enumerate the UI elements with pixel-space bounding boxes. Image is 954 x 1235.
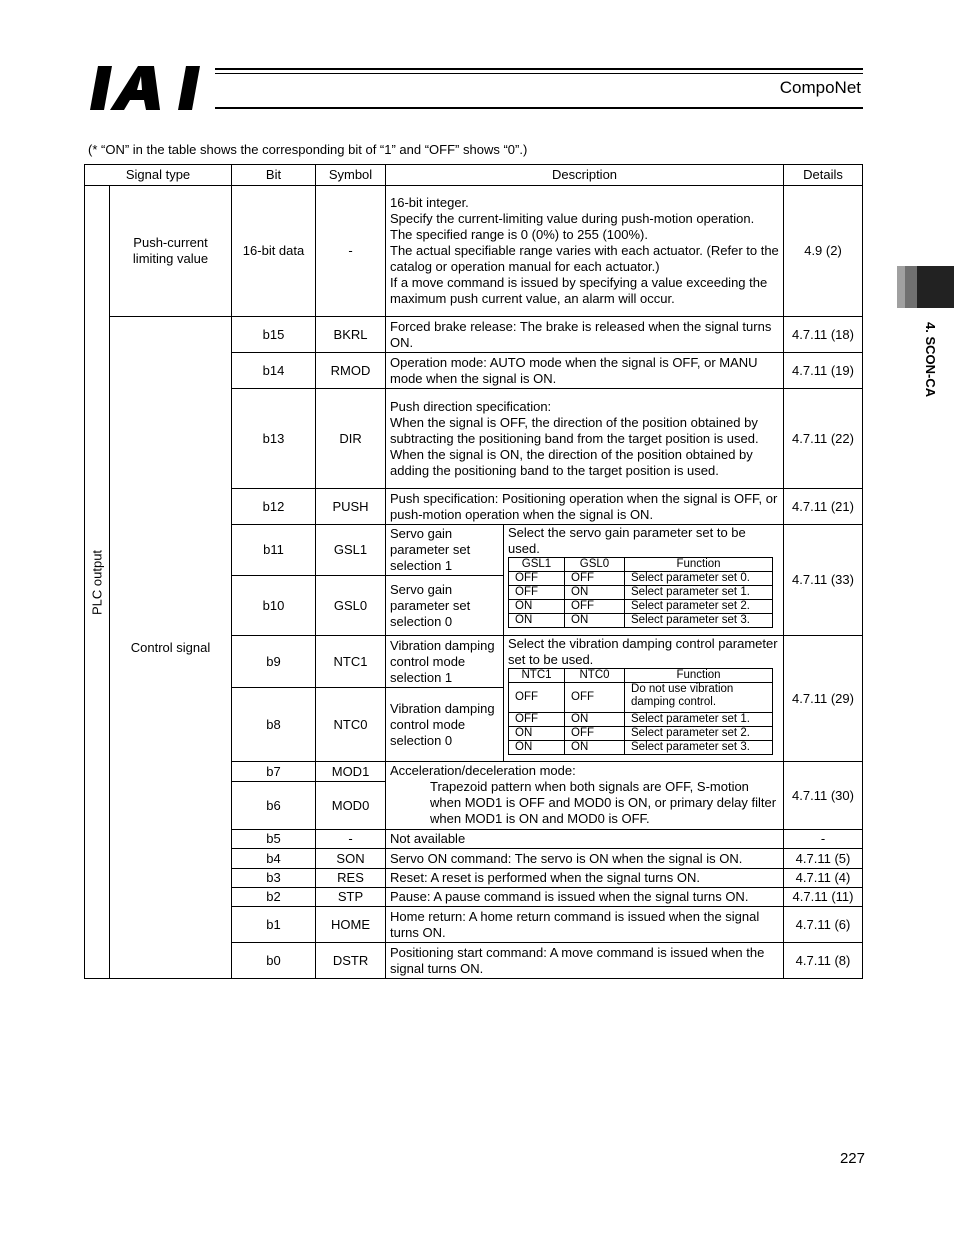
bit: b12: [232, 489, 316, 525]
symbol: -: [316, 830, 386, 849]
ntc-cell: Do not use vibration damping control.: [625, 683, 773, 713]
symbol: PUSH: [316, 489, 386, 525]
ntc-description: [504, 636, 784, 762]
bit: b8: [232, 688, 316, 762]
description: Positioning start command: A move command is issued when the signal turns ON.: [386, 943, 784, 979]
details: 4.7.11 (4): [784, 869, 863, 888]
bit: b0: [232, 943, 316, 979]
ntc-head: NTC0: [565, 669, 625, 683]
gsl-cell: ON: [565, 586, 625, 600]
bit: b11: [232, 525, 316, 576]
ntc-cell: ON: [565, 741, 625, 755]
symbol: -: [316, 186, 386, 317]
description: Push specification: Positioning operation when the signal is OFF, or push-motion operation when the signal is ON.: [386, 489, 784, 525]
mod-description: [386, 762, 784, 830]
header-rule-top: [215, 68, 863, 70]
details: 4.7.11 (6): [784, 907, 863, 943]
description: Pause: A pause command is issued when the signal turns ON.: [386, 888, 784, 907]
details: 4.7.11 (22): [784, 389, 863, 489]
chapter-tab-dark: [917, 266, 954, 308]
description: Forced brake release: The brake is released when the signal turns ON.: [386, 317, 784, 353]
symbol: MOD1: [316, 762, 386, 782]
description: Servo ON command: The servo is ON when the signal is ON.: [386, 849, 784, 869]
mod-title: Acceleration/deceleration mode:: [390, 763, 576, 778]
bit: b7: [232, 762, 316, 782]
page-number: 227: [839, 1150, 865, 1167]
gsl-cell: ON: [509, 614, 565, 628]
description-label: Servo gain parameter set selection 0: [386, 576, 504, 636]
details: 4.7.11 (29): [784, 636, 863, 762]
chapter-tab-label: 4. SCON-CA: [923, 322, 938, 398]
ntc-table: [508, 668, 773, 755]
gsl-cell: Select parameter set 1.: [625, 586, 773, 600]
ntc-cell: Select parameter set 1.: [625, 713, 773, 727]
gsl-intro: Select the servo gain parameter set to be used.: [508, 525, 746, 556]
description: Push direction specification: When the signal is OFF, the direction of the position obtained by subtracting the positioning band from the target position is used. When the signal is ON, the direction of the position obtained by adding the positioning band to the target position is used.: [386, 389, 784, 489]
details: 4.7.11 (33): [784, 525, 863, 636]
symbol: RMOD: [316, 353, 386, 389]
header-rule-bottom: [215, 107, 863, 109]
chapter-tab-light: [897, 266, 905, 308]
symbol: HOME: [316, 907, 386, 943]
bit: b13: [232, 389, 316, 489]
symbol: NTC1: [316, 636, 386, 688]
ntc-cell: OFF: [509, 713, 565, 727]
header-bit: Bit: [232, 165, 316, 186]
ntc-cell: Select parameter set 3.: [625, 741, 773, 755]
symbol: RES: [316, 869, 386, 888]
ntc-intro: Select the vibration damping control parameter set to be used.: [508, 636, 778, 667]
gsl-cell: ON: [565, 614, 625, 628]
description: Not available: [386, 830, 784, 849]
bit: b15: [232, 317, 316, 353]
table-row: [85, 186, 863, 317]
description-label: Servo gain parameter set selection 1: [386, 525, 504, 576]
plc-output-label: PLC output: [85, 186, 110, 979]
gsl-head: GSL0: [565, 558, 625, 572]
bit: b3: [232, 869, 316, 888]
ntc-head: NTC1: [509, 669, 565, 683]
control-signal-label: Control signal: [110, 317, 232, 979]
header-details: Details: [784, 165, 863, 186]
symbol: NTC0: [316, 688, 386, 762]
logo-text: IAI: [150, 106, 152, 107]
details: 4.7.11 (8): [784, 943, 863, 979]
gsl-cell: Select parameter set 2.: [625, 600, 773, 614]
details: 4.9 (2): [784, 186, 863, 317]
table-header-row: [85, 165, 863, 186]
description: Operation mode: AUTO mode when the signal is OFF, or MANU mode when the signal is ON.: [386, 353, 784, 389]
table-note: (* “ON” in the table shows the corresponding bit of “1” and “OFF” shows “0”.): [88, 142, 528, 157]
header-rule-top-thin: [215, 73, 863, 74]
details: 4.7.11 (11): [784, 888, 863, 907]
details: -: [784, 830, 863, 849]
gsl-cell: ON: [509, 600, 565, 614]
iai-logo: [90, 66, 210, 110]
symbol: GSL0: [316, 576, 386, 636]
description-label: Vibration damping control mode selection 1: [386, 636, 504, 688]
bit: b9: [232, 636, 316, 688]
description: 16-bit integer. Specify the current-limiting value during push-motion operation. The specified range is 0 (0%) to 255 (100%). The actual specifiable range varies with each actuator. (Refer to the catalog or operation manual for each actuator.) If a move command is issued by specifying a value exceeding the maximum push current value, an alarm will occur.: [386, 186, 784, 317]
ntc-cell: OFF: [565, 727, 625, 741]
description-label: Vibration damping control mode selection 0: [386, 688, 504, 762]
bit: b2: [232, 888, 316, 907]
gsl-cell: Select parameter set 3.: [625, 614, 773, 628]
description: Home return: A home return command is issued when the signal turns ON.: [386, 907, 784, 943]
gsl-cell: Select parameter set 0.: [625, 572, 773, 586]
header-signal-type: Signal type: [85, 165, 232, 186]
header-symbol: Symbol: [316, 165, 386, 186]
gsl-cell: OFF: [509, 572, 565, 586]
gsl-table: [508, 557, 773, 628]
ntc-cell: Select parameter set 2.: [625, 727, 773, 741]
description: Reset: A reset is performed when the signal turns ON.: [386, 869, 784, 888]
signal-table: [84, 164, 863, 979]
table-row: [85, 317, 863, 353]
details: 4.7.11 (18): [784, 317, 863, 353]
gsl-cell: OFF: [565, 600, 625, 614]
bit: b1: [232, 907, 316, 943]
symbol: STP: [316, 888, 386, 907]
bit: 16-bit data: [232, 186, 316, 317]
details: 4.7.11 (21): [784, 489, 863, 525]
symbol: BKRL: [316, 317, 386, 353]
ntc-cell: ON: [509, 741, 565, 755]
section-title: CompoNet: [779, 78, 861, 97]
header-description: Description: [386, 165, 784, 186]
gsl-cell: OFF: [565, 572, 625, 586]
bit: b5: [232, 830, 316, 849]
ntc-head: Function: [625, 669, 773, 683]
bit: b4: [232, 849, 316, 869]
signal-type: Push-current limiting value: [110, 186, 232, 317]
bit: b14: [232, 353, 316, 389]
ntc-cell: OFF: [565, 683, 625, 713]
symbol: MOD0: [316, 782, 386, 830]
symbol: DSTR: [316, 943, 386, 979]
bit: b6: [232, 782, 316, 830]
gsl-description: [504, 525, 784, 636]
ntc-cell: ON: [565, 713, 625, 727]
details: 4.7.11 (5): [784, 849, 863, 869]
ntc-cell: OFF: [509, 683, 565, 713]
gsl-cell: OFF: [509, 586, 565, 600]
symbol: SON: [316, 849, 386, 869]
details: 4.7.11 (30): [784, 762, 863, 830]
ntc-cell: ON: [509, 727, 565, 741]
gsl-head: Function: [625, 558, 773, 572]
details: 4.7.11 (19): [784, 353, 863, 389]
bit: b10: [232, 576, 316, 636]
symbol: DIR: [316, 389, 386, 489]
symbol: GSL1: [316, 525, 386, 576]
chapter-tab-mid: [905, 266, 917, 308]
gsl-head: GSL1: [509, 558, 565, 572]
mod-body: Trapezoid pattern when both signals are OFF, S-motion when MOD1 is OFF and MOD0 is ON, or primary delay filter when MOD1 is ON and MOD0 is OFF.: [430, 779, 777, 826]
